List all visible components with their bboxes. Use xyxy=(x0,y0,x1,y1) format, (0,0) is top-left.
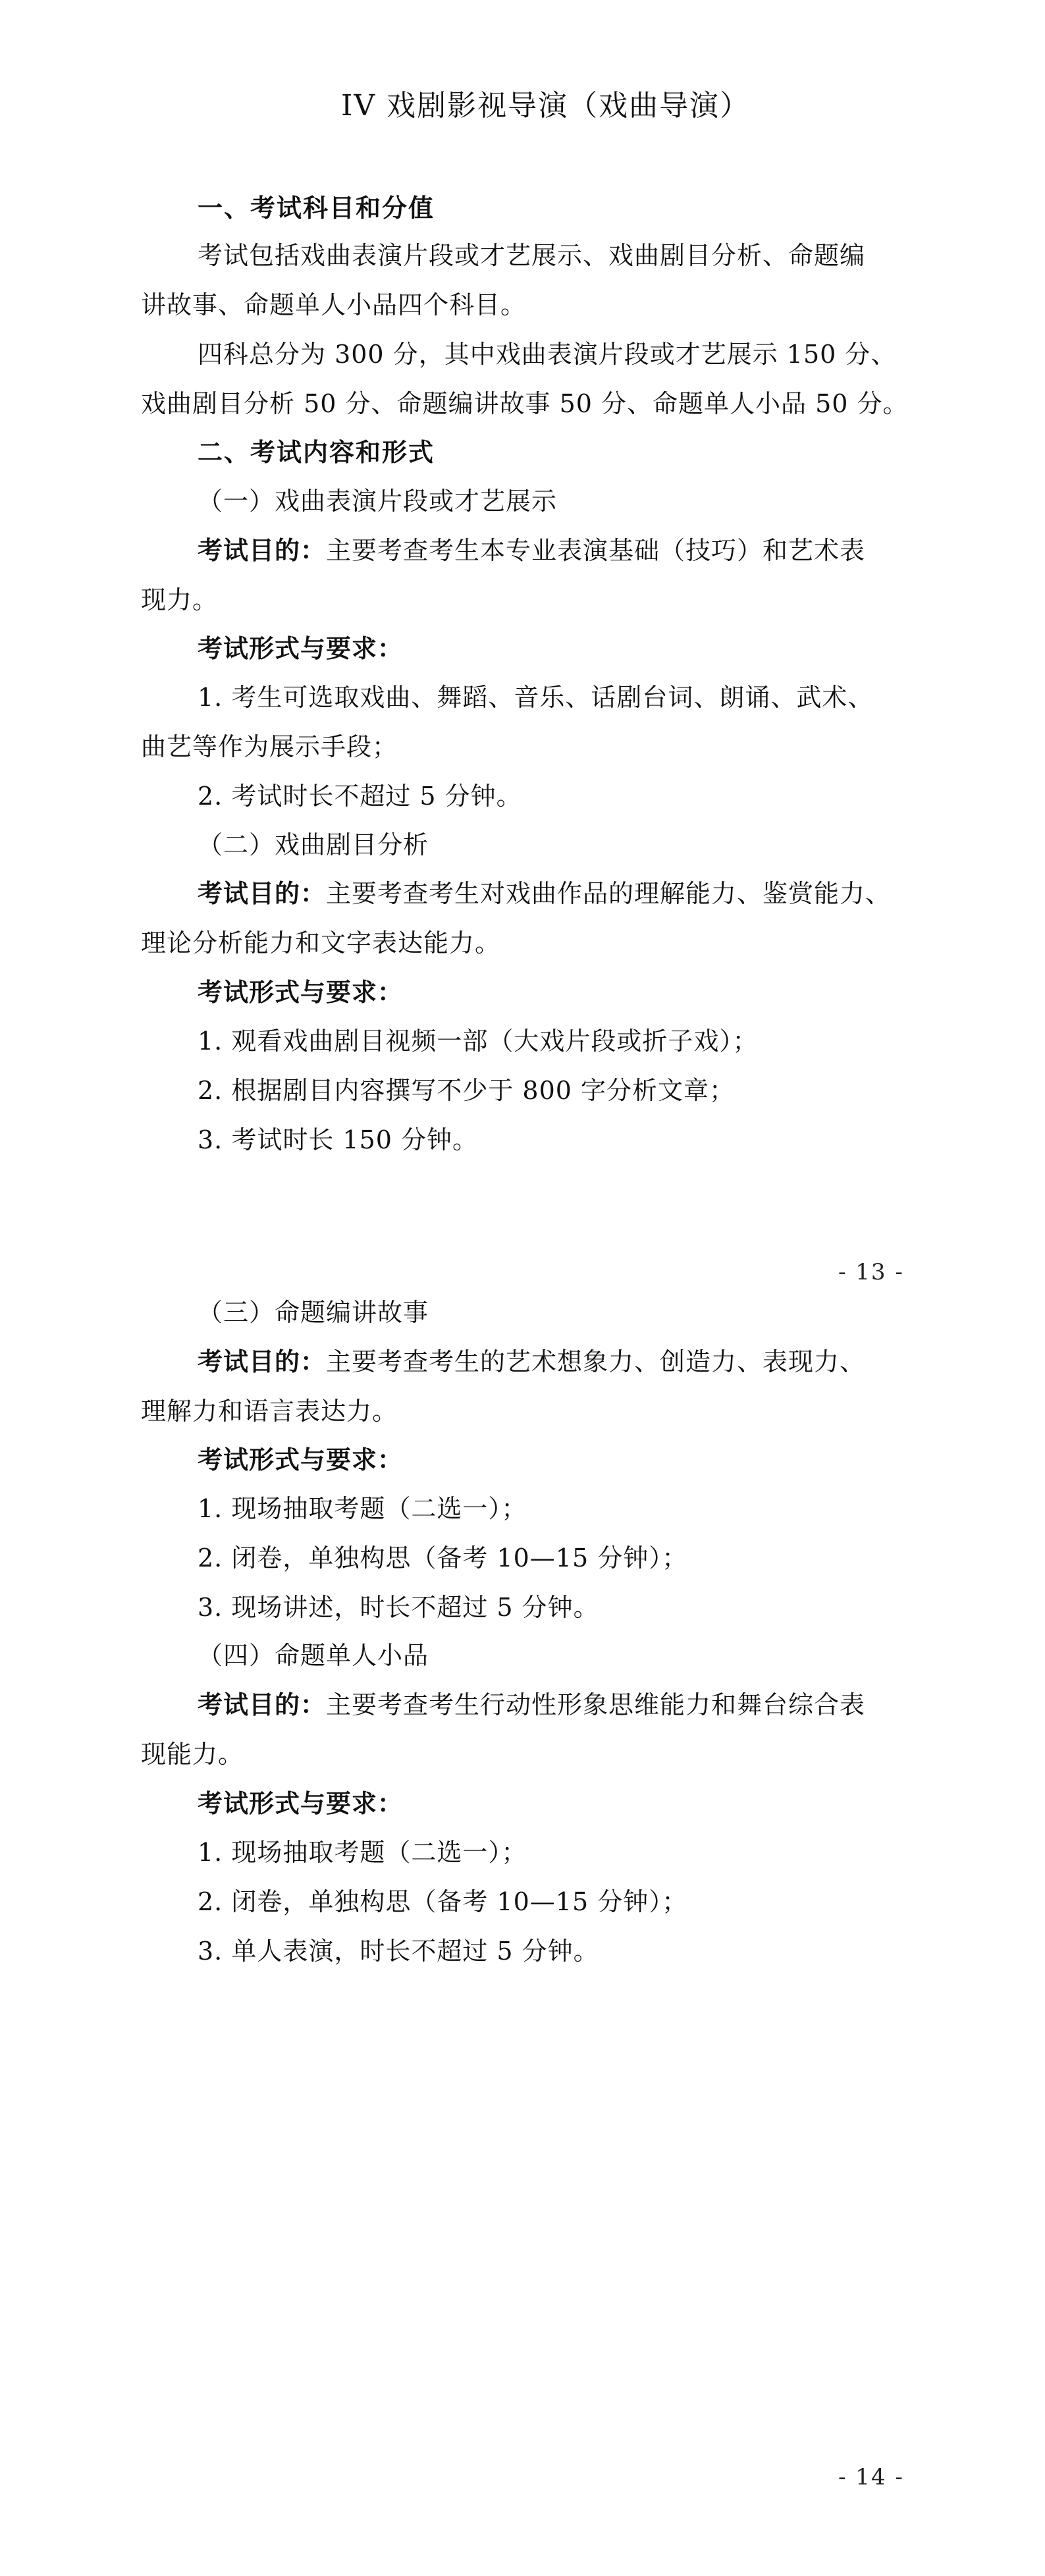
form-label: 考试形式与要求： xyxy=(198,1445,404,1474)
list-item: 1. 现场抽取考题（二选一）； xyxy=(198,1838,527,1867)
list-item: 1. 考生可选取戏曲、舞蹈、音乐、话剧台词、朗诵、武术、 xyxy=(198,683,874,712)
subsection-heading: （二）戏曲剧目分析 xyxy=(198,830,429,859)
purpose-line xyxy=(198,878,891,909)
subsection-heading: （四）命题单人小品 xyxy=(198,1641,429,1670)
purpose-label: 考试目的： xyxy=(198,535,327,565)
purpose-text: 主要考查考生的艺术想象力、创造力、表现力、 xyxy=(326,1347,866,1376)
paragraph-line: 讲故事、命题单人小品四个科目。 xyxy=(141,290,527,319)
form-label: 考试形式与要求： xyxy=(198,977,404,1007)
paragraph-line: 理解力和语言表达力。 xyxy=(141,1397,398,1426)
purpose-label: 考试目的： xyxy=(198,878,327,908)
form-label: 考试形式与要求： xyxy=(198,1788,404,1818)
purpose-label: 考试目的： xyxy=(198,1347,327,1376)
list-item: 3. 考试时长 150 分钟。 xyxy=(198,1125,479,1154)
section-heading-content: 二、考试内容和形式 xyxy=(198,438,435,467)
page-number: - 13 - xyxy=(838,1259,904,1285)
list-item: 3. 现场讲述，时长不超过 5 分钟。 xyxy=(198,1593,599,1622)
page-title: IV 戏剧影视导演（戏曲导演） xyxy=(341,89,751,122)
list-item: 2. 闭卷，单独构思（备考 10—15 分钟）； xyxy=(198,1543,688,1572)
paragraph-line: 四科总分为 300 分，其中戏曲表演片段或才艺展示 150 分、 xyxy=(198,340,897,369)
paragraph-line: 现力。 xyxy=(141,585,219,614)
list-item: 1. 现场抽取考题（二选一）； xyxy=(198,1494,527,1523)
subsection-heading: （三）命题编讲故事 xyxy=(198,1298,429,1327)
purpose-label: 考试目的： xyxy=(198,1690,327,1719)
purpose-text: 主要考查考生对戏曲作品的理解能力、鉴赏能力、 xyxy=(326,879,892,908)
purpose-text: 主要考查考生行动性形象思维能力和舞台综合表 xyxy=(326,1690,866,1719)
purpose-line xyxy=(198,535,865,566)
purpose-line xyxy=(198,1347,865,1377)
list-item: 1. 观看戏曲剧目视频一部（大戏片段或折子戏）； xyxy=(198,1027,759,1056)
list-item: 3. 单人表演，时长不超过 5 分钟。 xyxy=(198,1937,599,1966)
list-item: 曲艺等作为展示手段； xyxy=(141,732,398,761)
paragraph-line: 理论分析能力和文字表达能力。 xyxy=(141,928,501,957)
list-item: 2. 根据剧目内容撰写不少于 800 字分析文章； xyxy=(198,1076,736,1105)
section-heading-subjects: 一、考试科目和分值 xyxy=(198,194,435,223)
purpose-line xyxy=(198,1690,865,1720)
list-item: 2. 考试时长不超过 5 分钟。 xyxy=(198,782,522,811)
paragraph-line: 现能力。 xyxy=(141,1740,244,1769)
paragraph-line: 考试包括戏曲表演片段或才艺展示、戏曲剧目分析、命题编 xyxy=(198,241,866,270)
form-label: 考试形式与要求： xyxy=(198,633,404,663)
subsection-heading: （一）戏曲表演片段或才艺展示 xyxy=(198,487,558,516)
purpose-text: 主要考查考生本专业表演基础（技巧）和艺术表 xyxy=(326,536,866,565)
list-item: 2. 闭卷，单独构思（备考 10—15 分钟）； xyxy=(198,1887,688,1916)
paragraph-line: 戏曲剧目分析 50 分、命题编讲故事 50 分、命题单人小品 50 分。 xyxy=(141,389,909,418)
page-number: - 14 - xyxy=(838,2464,904,2490)
